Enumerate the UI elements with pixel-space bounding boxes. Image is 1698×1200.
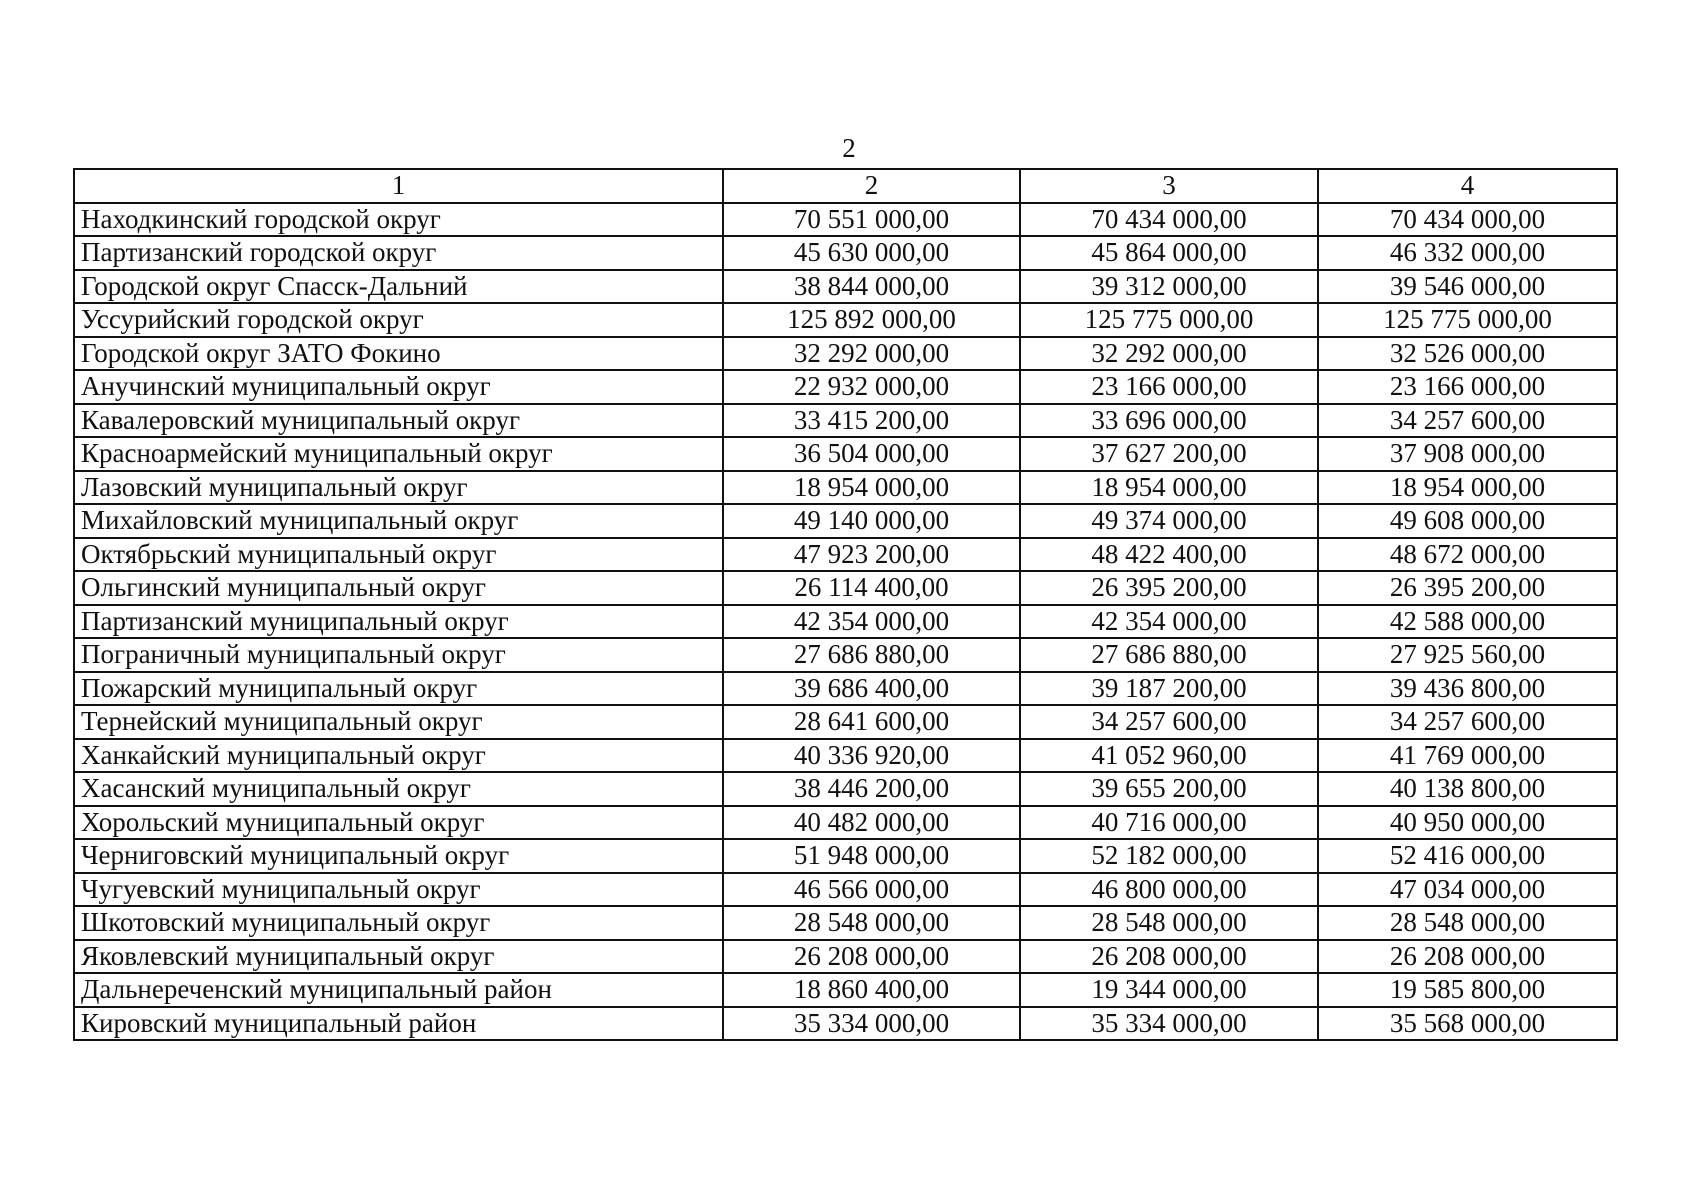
value-col2-cell: 18 954 000,00 xyxy=(723,471,1020,505)
table-body xyxy=(74,203,1617,1041)
budget-table xyxy=(73,168,1618,1041)
value-col3-cell: 49 374 000,00 xyxy=(1020,504,1318,538)
value-col2-cell: 40 336 920,00 xyxy=(723,739,1020,773)
value-col2-cell: 32 292 000,00 xyxy=(723,337,1020,371)
table-row xyxy=(74,504,1617,538)
value-col4-cell: 37 908 000,00 xyxy=(1318,437,1617,471)
budget-table-container xyxy=(73,168,1616,1041)
value-col2-cell: 38 446 200,00 xyxy=(723,772,1020,806)
value-col2-cell: 49 140 000,00 xyxy=(723,504,1020,538)
municipality-name-cell: Октябрьский муниципальный округ xyxy=(74,538,723,572)
value-col3-cell: 70 434 000,00 xyxy=(1020,203,1318,237)
value-col4-cell: 125 775 000,00 xyxy=(1318,303,1617,337)
table-row xyxy=(74,303,1617,337)
municipality-name-cell: Ольгинский муниципальный округ xyxy=(74,571,723,605)
value-col4-cell: 34 257 600,00 xyxy=(1318,705,1617,739)
table-row xyxy=(74,806,1617,840)
municipality-name-cell: Черниговский муниципальный округ xyxy=(74,839,723,873)
municipality-name-cell: Яковлевский муниципальный округ xyxy=(74,940,723,974)
value-col3-cell: 26 208 000,00 xyxy=(1020,940,1318,974)
value-col3-cell: 41 052 960,00 xyxy=(1020,739,1318,773)
municipality-name-cell: Партизанский городской округ xyxy=(74,236,723,270)
value-col3-cell: 39 655 200,00 xyxy=(1020,772,1318,806)
table-row xyxy=(74,940,1617,974)
value-col2-cell: 38 844 000,00 xyxy=(723,270,1020,304)
value-col4-cell: 40 950 000,00 xyxy=(1318,806,1617,840)
value-col2-cell: 42 354 000,00 xyxy=(723,605,1020,639)
value-col3-cell: 46 800 000,00 xyxy=(1020,873,1318,907)
value-col2-cell: 36 504 000,00 xyxy=(723,437,1020,471)
value-col3-cell: 52 182 000,00 xyxy=(1020,839,1318,873)
value-col2-cell: 35 334 000,00 xyxy=(723,1007,1020,1041)
value-col3-cell: 27 686 880,00 xyxy=(1020,638,1318,672)
value-col4-cell: 19 585 800,00 xyxy=(1318,973,1617,1007)
value-col3-cell: 19 344 000,00 xyxy=(1020,973,1318,1007)
value-col3-cell: 37 627 200,00 xyxy=(1020,437,1318,471)
table-row xyxy=(74,270,1617,304)
value-col2-cell: 47 923 200,00 xyxy=(723,538,1020,572)
value-col2-cell: 18 860 400,00 xyxy=(723,973,1020,1007)
value-col4-cell: 39 546 000,00 xyxy=(1318,270,1617,304)
municipality-name-cell: Красноармейский муниципальный округ xyxy=(74,437,723,471)
table-row xyxy=(74,672,1617,706)
municipality-name-cell: Дальнереченский муниципальный район xyxy=(74,973,723,1007)
municipality-name-cell: Кировский муниципальный район xyxy=(74,1007,723,1041)
value-col3-cell: 26 395 200,00 xyxy=(1020,571,1318,605)
value-col4-cell: 70 434 000,00 xyxy=(1318,203,1617,237)
municipality-name-cell: Анучинский муниципальный округ xyxy=(74,370,723,404)
table-row xyxy=(74,370,1617,404)
value-col2-cell: 45 630 000,00 xyxy=(723,236,1020,270)
value-col4-cell: 39 436 800,00 xyxy=(1318,672,1617,706)
value-col2-cell: 27 686 880,00 xyxy=(723,638,1020,672)
value-col3-cell: 32 292 000,00 xyxy=(1020,337,1318,371)
value-col4-cell: 46 332 000,00 xyxy=(1318,236,1617,270)
municipality-name-cell: Лазовский муниципальный округ xyxy=(74,471,723,505)
value-col2-cell: 70 551 000,00 xyxy=(723,203,1020,237)
value-col4-cell: 48 672 000,00 xyxy=(1318,538,1617,572)
table-row xyxy=(74,471,1617,505)
value-col4-cell: 49 608 000,00 xyxy=(1318,504,1617,538)
value-col3-cell: 34 257 600,00 xyxy=(1020,705,1318,739)
value-col4-cell: 34 257 600,00 xyxy=(1318,404,1617,438)
value-col2-cell: 26 114 400,00 xyxy=(723,571,1020,605)
value-col4-cell: 27 925 560,00 xyxy=(1318,638,1617,672)
value-col4-cell: 32 526 000,00 xyxy=(1318,337,1617,371)
value-col2-cell: 28 641 600,00 xyxy=(723,705,1020,739)
value-col2-cell: 22 932 000,00 xyxy=(723,370,1020,404)
municipality-name-cell: Тернейский муниципальный округ xyxy=(74,705,723,739)
municipality-name-cell: Михайловский муниципальный округ xyxy=(74,504,723,538)
municipality-name-cell: Находкинский городской округ xyxy=(74,203,723,237)
value-col3-cell: 18 954 000,00 xyxy=(1020,471,1318,505)
value-col3-cell: 28 548 000,00 xyxy=(1020,906,1318,940)
column-header-3: 3 xyxy=(1020,169,1318,203)
value-col2-cell: 26 208 000,00 xyxy=(723,940,1020,974)
value-col2-cell: 51 948 000,00 xyxy=(723,839,1020,873)
table-header-row xyxy=(74,169,1617,203)
value-col4-cell: 41 769 000,00 xyxy=(1318,739,1617,773)
page-number: 2 xyxy=(842,133,856,163)
value-col4-cell: 52 416 000,00 xyxy=(1318,839,1617,873)
column-header-2: 2 xyxy=(723,169,1020,203)
value-col4-cell: 28 548 000,00 xyxy=(1318,906,1617,940)
table-row xyxy=(74,705,1617,739)
municipality-name-cell: Городской округ Спасск-Дальний xyxy=(74,270,723,304)
value-col4-cell: 35 568 000,00 xyxy=(1318,1007,1617,1041)
table-row xyxy=(74,203,1617,237)
value-col3-cell: 45 864 000,00 xyxy=(1020,236,1318,270)
value-col4-cell: 23 166 000,00 xyxy=(1318,370,1617,404)
municipality-name-cell: Кавалеровский муниципальный округ xyxy=(74,404,723,438)
value-col4-cell: 26 208 000,00 xyxy=(1318,940,1617,974)
column-header-1: 1 xyxy=(74,169,723,203)
value-col2-cell: 33 415 200,00 xyxy=(723,404,1020,438)
value-col2-cell: 125 892 000,00 xyxy=(723,303,1020,337)
value-col3-cell: 39 187 200,00 xyxy=(1020,672,1318,706)
value-col3-cell: 48 422 400,00 xyxy=(1020,538,1318,572)
table-row xyxy=(74,1007,1617,1041)
value-col3-cell: 40 716 000,00 xyxy=(1020,806,1318,840)
value-col2-cell: 40 482 000,00 xyxy=(723,806,1020,840)
table-row xyxy=(74,739,1617,773)
table-row xyxy=(74,973,1617,1007)
value-col3-cell: 33 696 000,00 xyxy=(1020,404,1318,438)
table-row xyxy=(74,906,1617,940)
table-row xyxy=(74,437,1617,471)
municipality-name-cell: Ханкайский муниципальный округ xyxy=(74,739,723,773)
value-col2-cell: 28 548 000,00 xyxy=(723,906,1020,940)
municipality-name-cell: Партизанский муниципальный округ xyxy=(74,605,723,639)
table-row xyxy=(74,404,1617,438)
table-row xyxy=(74,605,1617,639)
value-col4-cell: 42 588 000,00 xyxy=(1318,605,1617,639)
table-row xyxy=(74,236,1617,270)
municipality-name-cell: Пограничный муниципальный округ xyxy=(74,638,723,672)
value-col2-cell: 39 686 400,00 xyxy=(723,672,1020,706)
value-col4-cell: 40 138 800,00 xyxy=(1318,772,1617,806)
column-header-4: 4 xyxy=(1318,169,1617,203)
table-row xyxy=(74,337,1617,371)
municipality-name-cell: Шкотовский муниципальный округ xyxy=(74,906,723,940)
municipality-name-cell: Городской округ ЗАТО Фокино xyxy=(74,337,723,371)
table-row xyxy=(74,839,1617,873)
municipality-name-cell: Хасанский муниципальный округ xyxy=(74,772,723,806)
value-col3-cell: 35 334 000,00 xyxy=(1020,1007,1318,1041)
table-row xyxy=(74,538,1617,572)
value-col2-cell: 46 566 000,00 xyxy=(723,873,1020,907)
table-row xyxy=(74,571,1617,605)
value-col3-cell: 39 312 000,00 xyxy=(1020,270,1318,304)
municipality-name-cell: Чугуевский муниципальный округ xyxy=(74,873,723,907)
value-col3-cell: 42 354 000,00 xyxy=(1020,605,1318,639)
value-col4-cell: 47 034 000,00 xyxy=(1318,873,1617,907)
value-col4-cell: 26 395 200,00 xyxy=(1318,571,1617,605)
table-row xyxy=(74,772,1617,806)
value-col3-cell: 125 775 000,00 xyxy=(1020,303,1318,337)
table-row xyxy=(74,638,1617,672)
municipality-name-cell: Хорольский муниципальный округ xyxy=(74,806,723,840)
table-row xyxy=(74,873,1617,907)
value-col3-cell: 23 166 000,00 xyxy=(1020,370,1318,404)
municipality-name-cell: Уссурийский городской округ xyxy=(74,303,723,337)
value-col4-cell: 18 954 000,00 xyxy=(1318,471,1617,505)
municipality-name-cell: Пожарский муниципальный округ xyxy=(74,672,723,706)
